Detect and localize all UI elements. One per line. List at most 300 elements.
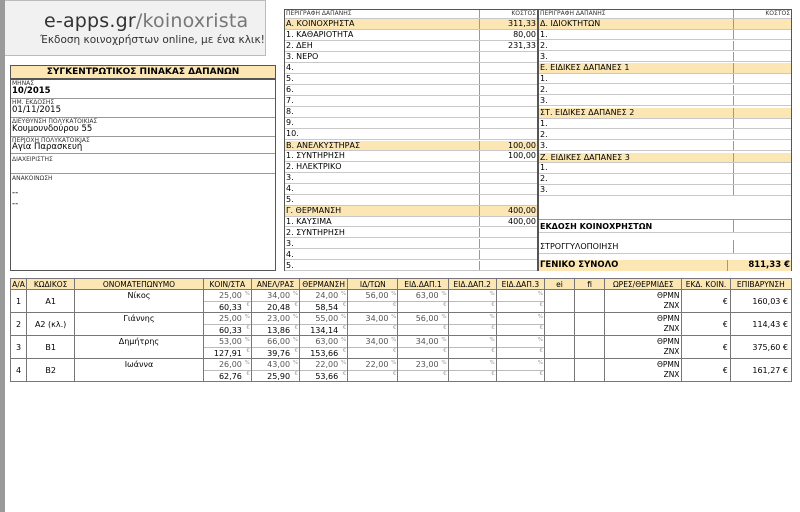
column-header: ΕΙΔ.ΔΑΠ.3	[496, 279, 544, 290]
hours-label-bottom: ΖΝΧ	[663, 347, 680, 356]
share-percent: 25,00	[218, 314, 242, 323]
share-percent: 55,00	[315, 314, 339, 323]
expense-item-label: 8.	[286, 107, 294, 116]
category-total: 400,00	[479, 206, 537, 216]
expense-item-amount	[479, 184, 537, 194]
category-total: 100,00	[479, 141, 537, 151]
expense-item-label: 2.	[540, 40, 548, 50]
share-pair	[348, 359, 397, 381]
category-row-z	[539, 153, 791, 164]
expense-item-label: 3.	[286, 173, 294, 182]
expense-item-amount	[479, 63, 537, 73]
share-pair	[252, 336, 299, 358]
issue-cell: €	[682, 290, 730, 313]
column-header: ΕΚΔ. ΚΟΙΝ.	[682, 279, 730, 290]
expense-item-amount	[733, 74, 791, 84]
issue-label: ΕΚΔΟΣΗ ΚΟΙΝΟΧΡΗΣΤΩΝ	[540, 222, 653, 231]
column-header	[285, 10, 537, 19]
percent-sign: %	[340, 291, 347, 297]
expense-item-row	[285, 74, 537, 85]
expense-item-label: 5.	[286, 74, 294, 83]
expense-item-amount	[479, 228, 537, 238]
euro-sign: €	[443, 325, 447, 331]
expense-item-amount	[733, 52, 791, 62]
euro-sign: €	[491, 325, 495, 331]
share-cell-eid2	[448, 290, 496, 313]
share-cell-eid1	[398, 313, 448, 336]
share-percent: 63,00	[415, 291, 439, 300]
expense-item-row	[285, 85, 537, 96]
share-cell-anel	[251, 290, 299, 313]
share-cell-eid3	[496, 290, 544, 313]
share-amount: 60,33	[204, 301, 251, 312]
share-pair	[252, 313, 299, 335]
expense-item-amount: 231,33	[479, 41, 537, 51]
percent-sign: %	[441, 360, 447, 366]
share-pair	[398, 336, 447, 358]
share-cell-anel	[251, 336, 299, 359]
share-cell-eid1	[398, 359, 448, 382]
euro-sign: €	[491, 371, 495, 377]
share-percent: 34,00	[415, 337, 439, 346]
share-pair	[204, 359, 251, 381]
expense-item-row	[285, 96, 537, 107]
euro-sign: €	[342, 348, 347, 354]
hours-label-bottom: ΖΝΧ	[663, 301, 680, 310]
grand-total-label: ΓΕΝΙΚΟ ΣΥΝΟΛΟ	[540, 260, 619, 270]
share-amount: 53,66	[300, 370, 347, 381]
hours-calories-cell	[605, 313, 682, 336]
column-header: ΙΔ/ΤΩΝ	[348, 279, 398, 290]
share-cell-idiok	[348, 290, 398, 313]
expense-item-amount: 100,00	[479, 151, 537, 161]
column-header: fi	[575, 279, 605, 290]
share-amount	[348, 301, 397, 312]
expense-item-amount	[479, 129, 537, 139]
euro-sign: €	[392, 371, 397, 377]
share-amount	[398, 301, 447, 312]
grand-total-row	[539, 260, 791, 271]
expense-item-label: 3.	[540, 185, 548, 194]
expense-item-row	[285, 239, 537, 250]
expense-item-label: 2.	[540, 84, 548, 94]
logo-banner	[0, 0, 266, 56]
cost-header: ΚΟΣΤΟΣ	[733, 10, 791, 18]
percent-sign: %	[489, 314, 495, 320]
share-pair	[449, 336, 496, 358]
share-cell-therm	[300, 336, 348, 359]
share-amount	[497, 324, 544, 335]
percent-sign: %	[441, 314, 447, 320]
expense-item-amount	[479, 239, 537, 249]
table-row[interactable]	[11, 359, 792, 382]
expense-item-amount	[479, 118, 537, 128]
share-amount	[449, 301, 496, 312]
charge-amount: 161,27 €	[730, 359, 791, 382]
share-pair	[204, 290, 251, 312]
expense-item-row	[285, 129, 537, 140]
expense-item-label: 4.	[286, 63, 294, 72]
expense-item-row	[539, 85, 791, 96]
column-header: ΚΩΔΙΚΟΣ	[27, 279, 75, 290]
issue-amount	[733, 220, 791, 232]
share-pair	[398, 313, 447, 335]
category-row-d	[539, 19, 791, 30]
expense-item-amount	[733, 185, 791, 195]
expense-item-label: 9.	[286, 118, 294, 127]
expense-item-label: 2.	[540, 174, 548, 183]
share-amount	[497, 301, 544, 312]
expense-item-label: 6.	[286, 85, 294, 94]
share-pair	[449, 290, 496, 312]
share-percent: 34,00	[267, 291, 291, 300]
share-pair	[497, 290, 544, 312]
expense-item-amount	[479, 261, 537, 271]
share-amount: 39,76	[252, 347, 299, 358]
issue-cell: €	[682, 359, 730, 382]
expense-item-row	[539, 52, 791, 63]
euro-sign: €	[392, 302, 397, 308]
percent-sign: %	[244, 337, 250, 343]
category-title: Β. ΑΝΕΛΚΥΣΤΗΡΑΣ	[286, 140, 360, 150]
expense-item-row	[285, 228, 537, 239]
owner-name: Νίκος	[75, 290, 203, 313]
charge-amount: 160,03 €	[730, 290, 791, 313]
fi-cell	[575, 313, 605, 336]
logo[interactable]	[44, 10, 248, 32]
share-percent: 23,00	[267, 314, 291, 323]
area-label: ΠΕΡΙΟΧΗ ΠΟΛΥΚΑΤΟΙΚΙΑΣ	[12, 137, 90, 144]
share-percent: 63,00	[315, 337, 339, 346]
euro-sign: €	[342, 325, 347, 331]
share-cell-therm	[300, 359, 348, 382]
category-row-a	[285, 19, 537, 30]
expense-item-amount	[733, 141, 791, 151]
euro-sign: €	[443, 302, 447, 308]
apartment-code: Α1	[27, 290, 75, 313]
share-amount: 25,90	[252, 370, 299, 381]
desc-header: ΠΕΡΙΓΡΑΦΗ ΔΑΠΑΝΗΣ	[286, 10, 352, 17]
expense-item-row	[539, 119, 791, 130]
share-pair	[204, 313, 251, 335]
expense-item-row	[539, 130, 791, 141]
row-number: 1	[11, 290, 27, 313]
share-amount	[449, 347, 496, 358]
share-pair	[300, 359, 347, 381]
share-cell-eid2	[448, 313, 496, 336]
share-pair	[497, 336, 544, 358]
expense-item-amount	[733, 174, 791, 184]
expense-item-label: 1. ΚΑΥΣΙΜΑ	[286, 216, 332, 226]
expense-item-label: 1.	[540, 163, 548, 172]
logo-tagline: Έκδοση κοινοχρήστων online, με ένα κλικ!	[40, 34, 265, 46]
expense-item-label: 1.	[540, 29, 548, 39]
fi-cell	[575, 336, 605, 359]
percent-sign: %	[292, 337, 299, 343]
month-row	[11, 80, 275, 99]
euro-sign: €	[491, 348, 495, 354]
building-info	[10, 79, 276, 271]
share-percent: 56,00	[365, 291, 389, 300]
issue-cell: €	[682, 313, 730, 336]
euro-sign: €	[294, 371, 299, 377]
share-pair	[252, 290, 299, 312]
percent-sign: %	[340, 337, 347, 343]
share-amount	[348, 370, 397, 381]
issue-date-label: ΗΜ. ΕΚΔΟΣΗΣ	[12, 99, 55, 106]
table-row[interactable]	[11, 336, 792, 359]
expense-item-row	[539, 174, 791, 185]
ei-cell	[544, 359, 574, 382]
expense-item-label: 5.	[286, 195, 294, 204]
share-cell-idiok	[348, 313, 398, 336]
share-cell-eid2	[448, 359, 496, 382]
expense-item-row	[285, 195, 537, 206]
expense-item-row	[285, 41, 537, 52]
expense-item-label: 4.	[286, 249, 294, 259]
expense-item-row	[539, 141, 791, 152]
share-cell-therm	[300, 290, 348, 313]
area-row	[11, 137, 275, 154]
expense-item-amount: 80,00	[479, 30, 537, 40]
percent-sign: %	[244, 360, 250, 366]
address-label: ΔΙΕΥΘΥΝΣΗ ΠΟΛΥΚΑΤΟΙΚΙΑΣ	[12, 118, 98, 125]
expenses-column-left	[284, 9, 538, 271]
share-amount	[449, 324, 496, 335]
euro-sign: €	[392, 348, 397, 354]
percent-sign: %	[537, 360, 543, 366]
issue-date-row	[11, 99, 275, 118]
share-amount	[398, 370, 447, 381]
expense-item-label: 2.	[540, 129, 548, 139]
share-amount: 134,14	[300, 324, 347, 335]
expense-item-amount	[733, 41, 791, 51]
announcement-line: --	[12, 188, 19, 198]
expense-item-label: 1.	[540, 118, 548, 128]
table-row[interactable]	[11, 313, 792, 336]
category-title: Δ. ΙΔΙΟΚΤΗΤΩΝ	[540, 19, 601, 28]
owner-name: Δημήτρης	[75, 336, 203, 359]
address-row	[11, 118, 275, 137]
share-cell-anel	[251, 359, 299, 382]
expense-item-amount	[733, 119, 791, 129]
expense-item-label: 3. ΝΕΡΟ	[286, 52, 319, 61]
share-cell-koin	[203, 290, 251, 313]
expenses-column-right	[538, 9, 792, 271]
share-pair	[348, 290, 397, 312]
share-cell-eid3	[496, 313, 544, 336]
announcement-label: ΑΝΑΚΟΙΝΩΣΗ	[12, 175, 53, 182]
category-row-b	[285, 141, 537, 152]
expense-item-label: 3.	[540, 95, 548, 105]
percent-sign: %	[340, 314, 347, 320]
euro-sign: €	[246, 371, 250, 377]
hours-label-top: ΘΡΜΝ	[656, 314, 680, 323]
category-total	[733, 153, 791, 163]
euro-sign: €	[246, 302, 250, 308]
share-amount	[497, 347, 544, 358]
share-amount	[398, 347, 447, 358]
percent-sign: %	[537, 337, 543, 343]
share-amount: 58,54	[300, 301, 347, 312]
expense-item-amount: 400,00	[479, 217, 537, 227]
expense-item-label: 1. ΣΥΝΤΗΡΗΣΗ	[286, 151, 345, 160]
owner-name: Ιωάννα	[75, 359, 203, 382]
fi-cell	[575, 290, 605, 313]
expense-item-label: 10.	[286, 129, 299, 138]
share-pair	[497, 359, 544, 381]
admin-row	[11, 154, 275, 174]
percent-sign: %	[489, 337, 495, 343]
ei-cell	[544, 313, 574, 336]
share-amount: 127,91	[204, 347, 251, 358]
category-total	[733, 63, 791, 73]
apartments-table	[10, 278, 792, 382]
percent-sign: %	[340, 360, 347, 366]
expense-item-row	[285, 118, 537, 129]
expense-item-row	[285, 184, 537, 195]
expense-item-label: 7.	[286, 96, 294, 105]
euro-sign: €	[392, 325, 397, 331]
share-percent: 22,00	[315, 360, 339, 369]
hours-label-top: ΘΡΜΝ	[656, 291, 680, 300]
cost-header: ΚΟΣΤΟΣ	[479, 10, 537, 18]
share-cell-eid3	[496, 336, 544, 359]
share-cell-eid3	[496, 359, 544, 382]
share-pair	[497, 313, 544, 335]
share-amount	[497, 370, 544, 381]
grand-total-value: 811,33 €	[727, 260, 791, 271]
euro-sign: €	[342, 371, 347, 377]
expense-item-row	[539, 163, 791, 174]
expense-item-amount	[479, 107, 537, 117]
expense-item-amount	[479, 74, 537, 84]
column-header: ΟΝΟΜΑΤΕΠΩΝΥΜΟ	[75, 279, 203, 290]
share-pair	[449, 313, 496, 335]
category-total: 311,33	[479, 19, 537, 29]
share-percent: 34,00	[365, 337, 389, 346]
expense-item-amount	[479, 96, 537, 106]
expense-item-label: 1. ΚΑΘΑΡΙΟΤΗΤΑ	[286, 30, 354, 39]
share-cell-anel	[251, 313, 299, 336]
euro-sign: €	[294, 348, 299, 354]
column-header: ei	[544, 279, 574, 290]
expense-item-amount	[479, 52, 537, 62]
expense-item-amount	[479, 85, 537, 95]
category-total	[733, 108, 791, 118]
euro-sign: €	[539, 348, 543, 354]
share-amount: 20,48	[252, 301, 299, 312]
hours-label-bottom: ΖΝΧ	[663, 370, 680, 379]
fi-cell	[575, 359, 605, 382]
expense-item-amount	[733, 85, 791, 95]
charge-amount: 375,60 €	[730, 336, 791, 359]
expense-item-row	[285, 250, 537, 261]
owner-name: Γιάννης	[75, 313, 203, 336]
euro-sign: €	[443, 348, 447, 354]
share-cell-eid1	[398, 336, 448, 359]
expense-item-row	[539, 96, 791, 107]
percent-sign: %	[391, 337, 397, 343]
category-row-g	[285, 206, 537, 217]
expense-item-label: 5.	[286, 260, 294, 270]
expense-item-label: 2. ΔΕΗ	[286, 41, 313, 50]
category-title: Ζ. ΕΙΔΙΚΕΣ ΔΑΠΑΝΕΣ 3	[540, 152, 630, 162]
share-pair	[300, 336, 347, 358]
rounding-row	[539, 240, 791, 254]
share-cell-koin	[203, 336, 251, 359]
address-value: Κουμουνδούρου 55	[12, 124, 93, 134]
euro-sign: €	[246, 325, 250, 331]
euro-sign: €	[539, 325, 543, 331]
expense-item-row	[285, 52, 537, 63]
percent-sign: %	[391, 291, 397, 297]
expense-item-row	[539, 74, 791, 85]
charge-amount: 114,43 €	[730, 313, 791, 336]
rounding-amount	[733, 240, 791, 253]
category-row-st	[539, 108, 791, 119]
category-title: Ε. ΕΙΔΙΚΕΣ ΔΑΠΑΝΕΣ 1	[540, 63, 630, 72]
rounding-label: ΣΤΡΟΓΓΥΛΟΠΟΙΗΣΗ	[540, 242, 619, 251]
percent-sign: %	[489, 360, 495, 366]
expense-item-row	[539, 41, 791, 52]
table-row[interactable]	[11, 290, 792, 313]
month-value: 10/2015	[12, 86, 51, 96]
expense-item-row	[285, 63, 537, 74]
row-number: 4	[11, 359, 27, 382]
share-percent: 53,00	[218, 337, 242, 346]
issue-date-value: 01/11/2015	[12, 105, 61, 115]
share-pair	[300, 290, 347, 312]
apartment-code: Β2	[27, 359, 75, 382]
percent-sign: %	[489, 291, 495, 297]
euro-sign: €	[443, 371, 447, 377]
share-amount: 60,33	[204, 324, 251, 335]
column-header: ΑΝΕΛ/ΡΑΣ	[251, 279, 299, 290]
share-pair	[348, 313, 397, 335]
percent-sign: %	[244, 314, 250, 320]
hours-calories-cell	[605, 336, 682, 359]
percent-sign: %	[537, 314, 543, 320]
expense-item-amount	[479, 173, 537, 183]
percent-sign: %	[391, 360, 397, 366]
logo-sub: /koinoxrista	[135, 10, 249, 32]
share-percent: 23,00	[415, 360, 439, 369]
row-number: 3	[11, 336, 27, 359]
expense-item-amount	[479, 195, 537, 205]
share-pair	[204, 336, 251, 358]
expense-item-label: 3.	[540, 51, 548, 61]
column-header: ΕΠΙΒΑΡΥΝΣΗ	[730, 279, 791, 290]
share-amount	[348, 324, 397, 335]
hours-label-bottom: ΖΝΧ	[663, 324, 680, 333]
column-header: Α/Α	[12, 279, 25, 289]
expense-item-amount	[479, 250, 537, 260]
hours-calories-cell	[605, 359, 682, 382]
category-total	[733, 19, 791, 29]
expense-item-amount	[733, 163, 791, 173]
euro-sign: €	[294, 302, 299, 308]
column-header: ΕΙΔ.ΔΑΠ.1	[398, 279, 448, 290]
expense-item-amount	[733, 130, 791, 140]
expense-item-amount	[479, 162, 537, 172]
expense-item-label: 3.	[286, 238, 294, 248]
column-header: ΘΕΡΜΑΝΣΗ	[300, 279, 348, 290]
expense-item-label: 2. ΗΛΕΚΤΡΙΚΟ	[286, 162, 342, 171]
euro-sign: €	[246, 348, 250, 354]
euro-sign: €	[539, 371, 543, 377]
share-percent: 56,00	[415, 314, 439, 323]
